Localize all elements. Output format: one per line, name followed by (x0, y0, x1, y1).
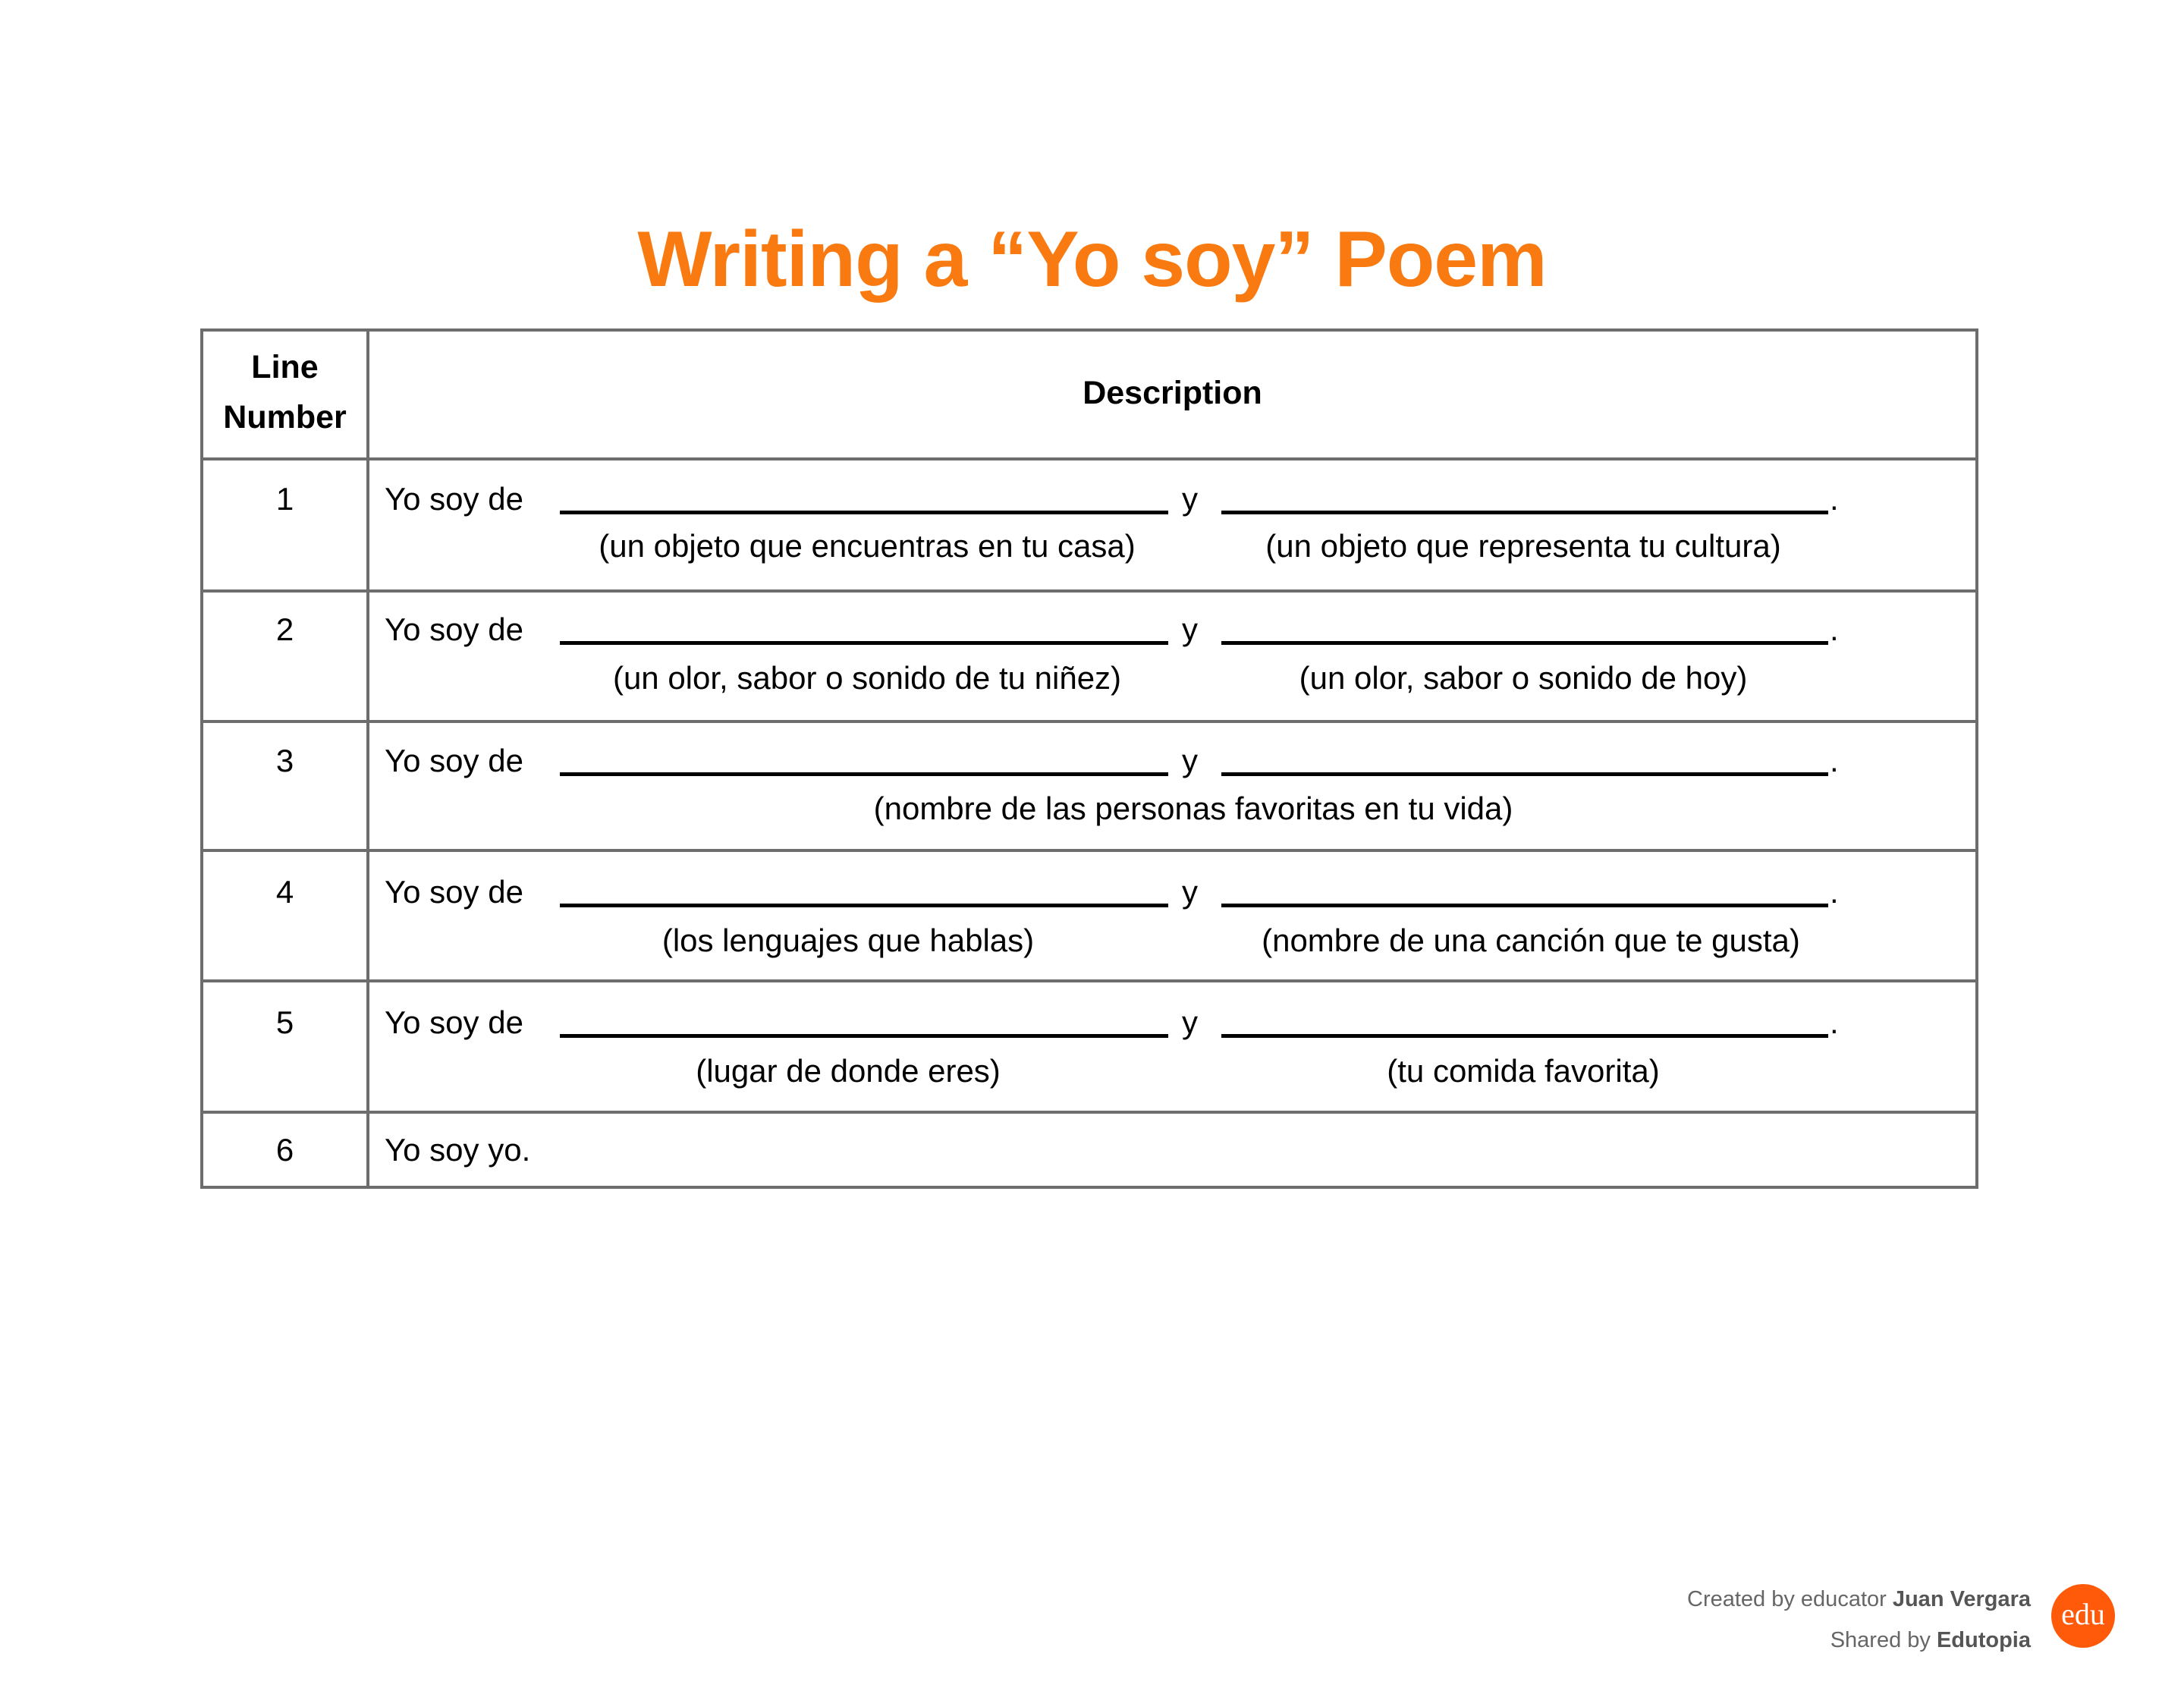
row-prefix: Yo soy de (385, 874, 523, 910)
caption-right: (un objeto que representa tu cultura) (1265, 528, 1781, 564)
row-prefix: Yo soy de (385, 743, 523, 778)
row-divider (203, 849, 1975, 852)
caption-right: (tu comida favorita) (1387, 1053, 1660, 1089)
poem-table (200, 328, 1978, 1189)
blank-input-left[interactable] (560, 1034, 1168, 1038)
row-prefix: Yo soy de (385, 1004, 523, 1040)
author-name: Juan Vergara (1892, 1587, 2031, 1611)
connector-y: y (1182, 1004, 1198, 1040)
blank-input-left[interactable] (560, 772, 1168, 776)
period: . (1830, 1004, 1839, 1040)
blank-input-left[interactable] (560, 641, 1168, 645)
row-divider (203, 720, 1975, 723)
caption-right: (nombre de una canción que te gusta) (1262, 923, 1800, 958)
row-number: 4 (275, 874, 294, 910)
period: . (1830, 611, 1839, 647)
caption-right: (un olor, sabor o sonido de hoy) (1299, 660, 1748, 696)
row-number: 5 (275, 1004, 294, 1040)
connector-y: y (1182, 874, 1198, 910)
footer-credit: Created by educator Juan Vergara (1687, 1587, 2031, 1611)
page-title: Writing a “Yo soy” Poem (637, 215, 1547, 303)
blank-input-right[interactable] (1221, 511, 1828, 514)
caption-left: (lugar de donde eres) (696, 1053, 1001, 1089)
caption-left: (un olor, sabor o sonido de tu niñez) (612, 660, 1122, 696)
blank-input-right[interactable] (1221, 641, 1828, 645)
publisher-name: Edutopia (1936, 1628, 2031, 1652)
row-number: 3 (275, 743, 294, 778)
blank-input-right[interactable] (1221, 1034, 1828, 1038)
row-number: 1 (275, 481, 294, 517)
period: . (1830, 743, 1839, 778)
row-divider (203, 457, 1975, 461)
connector-y: y (1182, 481, 1198, 517)
connector-y: y (1182, 743, 1198, 778)
edutopia-logo-icon: edu (2051, 1584, 2115, 1648)
row-divider (203, 1111, 1975, 1114)
row-prefix: Yo soy de (385, 481, 523, 517)
period: . (1830, 481, 1839, 517)
row-text: Yo soy yo. (385, 1132, 531, 1168)
blank-input-right[interactable] (1221, 904, 1828, 907)
header-description: Description (1083, 375, 1262, 411)
blank-input-left[interactable] (560, 511, 1168, 514)
footer-shared: Shared by Edutopia (1830, 1628, 2031, 1652)
connector-y: y (1182, 611, 1198, 647)
caption-left: (un objeto que encuentras en tu casa) (599, 528, 1136, 564)
header-line-number: Line Number (223, 349, 347, 435)
caption-left: (los lenguajes que hablas) (661, 923, 1035, 958)
period: . (1830, 874, 1839, 910)
row-divider (203, 589, 1975, 593)
row-number: 6 (275, 1132, 294, 1168)
row-prefix: Yo soy de (385, 611, 523, 647)
blank-input-right[interactable] (1221, 772, 1828, 776)
caption-center: (nombre de las personas favoritas en tu vida) (873, 791, 1513, 826)
row-number: 2 (275, 611, 294, 647)
blank-input-left[interactable] (560, 904, 1168, 907)
row-divider (203, 979, 1975, 982)
